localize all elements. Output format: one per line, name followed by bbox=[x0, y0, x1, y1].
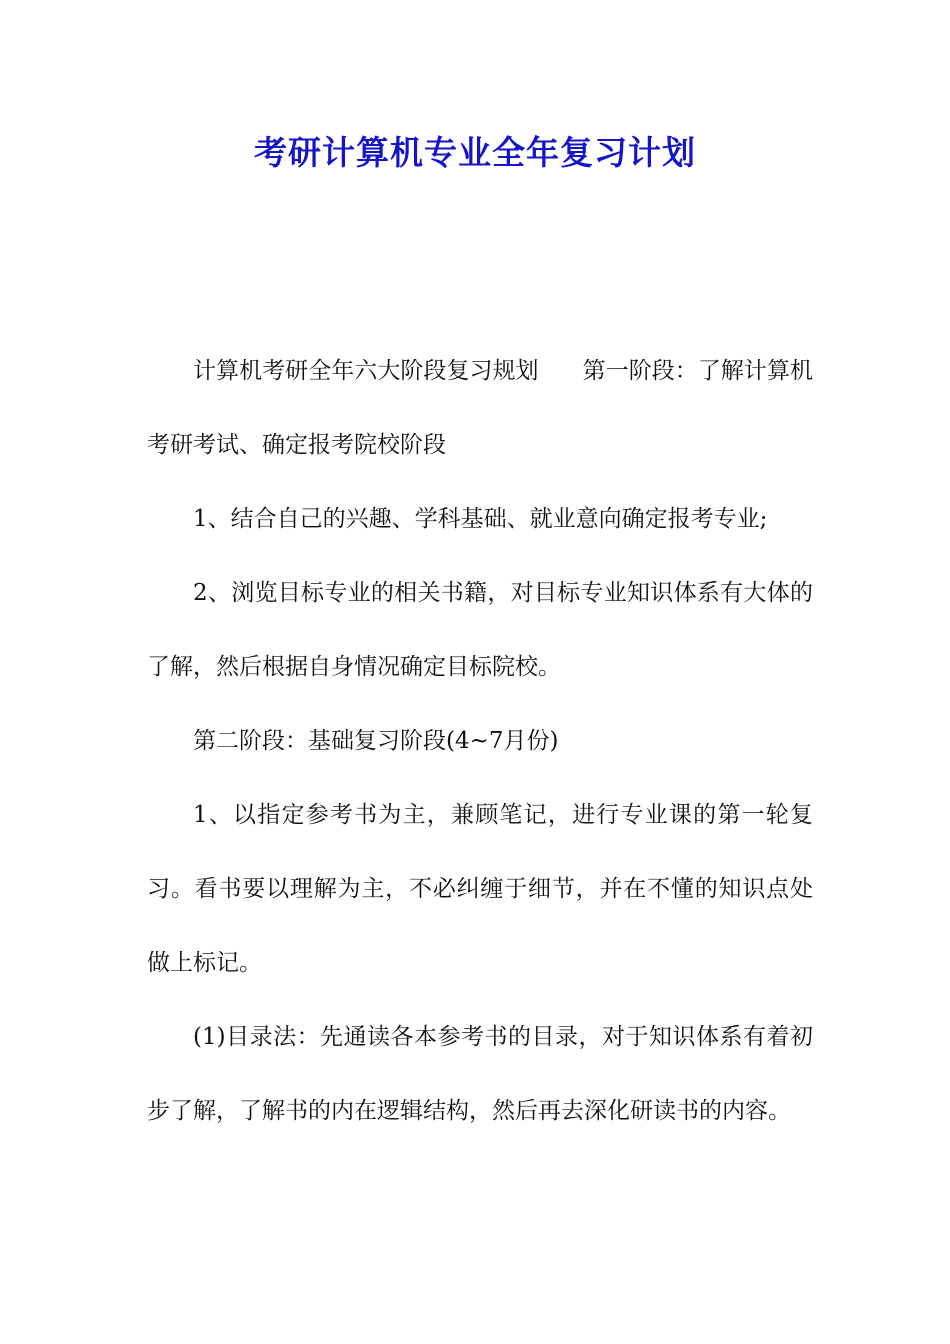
document-title: 考研计算机专业全年复习计划 bbox=[254, 133, 696, 172]
document-body bbox=[147, 334, 813, 1148]
paragraph-intro bbox=[147, 334, 813, 482]
paragraph: (1)目录法：先通读各本参考书的目录，对于知识体系有着初步了解，了解书的内在逻辑结构，然后再去深化研读书的内容。 bbox=[147, 1024, 813, 1124]
paragraph-intro-rest: 第一阶段：了解计算机考研考试、确定报考院校阶段 bbox=[147, 358, 814, 458]
paragraph: 1、以指定参考书为主，兼顾笔记，进行专业课的第一轮复习。看书要以理解为主，不必纠缠于细节，并在不懂的知识点处做上标记。 bbox=[147, 802, 813, 976]
paragraph-intro-lead: 计算机考研全年六大阶段复习规划 bbox=[193, 358, 539, 384]
paragraph: 第二阶段：基础复习阶段(4~7月份) bbox=[193, 728, 559, 754]
paragraph: 2、浏览目标专业的相关书籍，对目标专业知识体系有大体的了解，然后根据自身情况确定目标院校。 bbox=[147, 580, 813, 680]
paragraph: 1、结合自己的兴趣、学科基础、就业意向确定报考专业; bbox=[193, 506, 768, 532]
